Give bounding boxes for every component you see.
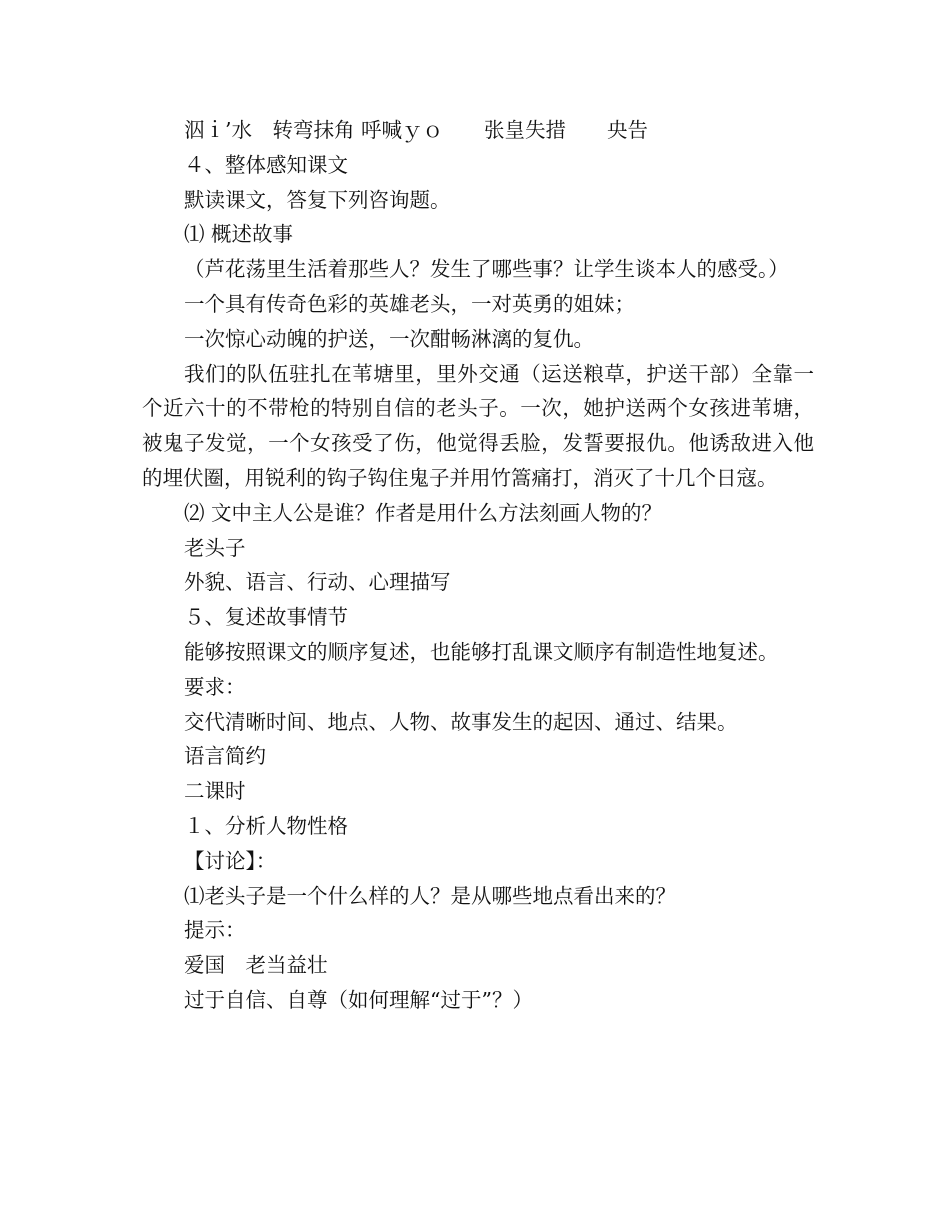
paragraph: （芦花荡里生活着那些人？发生了哪些事？让学生谈本人的感受。） — [184, 257, 789, 282]
answer: 外貌、语言、行动、心理描写 — [184, 570, 451, 595]
section-heading: ４、整体感知课文 — [184, 152, 348, 177]
answer: 老头子 — [184, 535, 246, 560]
document-body — [142, 113, 814, 1018]
section-heading: １、分析人物性格 — [184, 813, 348, 838]
paragraph: 语言简约 — [184, 744, 266, 769]
paragraph: 一个具有传奇色彩的英雄老头，一对英勇的姐妹； — [184, 291, 635, 316]
lesson-heading: 二课时 — [184, 779, 246, 804]
section-heading: ５、复述故事情节 — [184, 605, 348, 630]
discussion-label: 【讨论】： — [184, 848, 277, 873]
paragraph: 交代清晰时间、地点、人物、故事发生的起因、通过、结果。 — [184, 709, 738, 734]
answer: 过于自信、自尊（如何理解“过于”？） — [184, 987, 533, 1012]
hint-label: 提示： — [184, 918, 246, 943]
paragraph: 默读课文，答复下列咨询题。 — [184, 187, 451, 212]
answer: 爱国 老当益壮 — [184, 953, 328, 978]
paragraph: 要求： — [184, 674, 246, 699]
vocab-line: 泅ｉ’水 转弯抹角 呼喊ｙｏ 张皇失措 央告 — [184, 118, 649, 142]
paragraph: 一次惊心动魄的护送，一次酣畅淋漓的复仇。 — [184, 326, 594, 351]
paragraph: 能够按照课文的顺序复述，也能够打乱课文顺序有制造性地复述。 — [184, 639, 779, 664]
question: ⑵ 文中主人公是谁？作者是用什么方法刻画人物的？ — [184, 500, 663, 525]
question: ⑴老头子是一个什么样的人？是从哪些地点看出来的？ — [184, 883, 676, 908]
subheading: ⑴ 概述故事 — [184, 222, 294, 247]
summary-paragraph: 我们的队伍驻扎在苇塘里，里外交通（运送粮草，护送干部）全靠一个近六十的不带枪的特别自信的老头子。一次，她护送两个女孩进苇塘，被鬼子发觉，一个女孩受了伤，他觉得丢脸，发誓要报仇。他诱敌进入他的埋伏圈，用锐利的钩子钩住鬼子并用竹篙痛打，消灭了十几个日寇。 — [142, 361, 814, 490]
